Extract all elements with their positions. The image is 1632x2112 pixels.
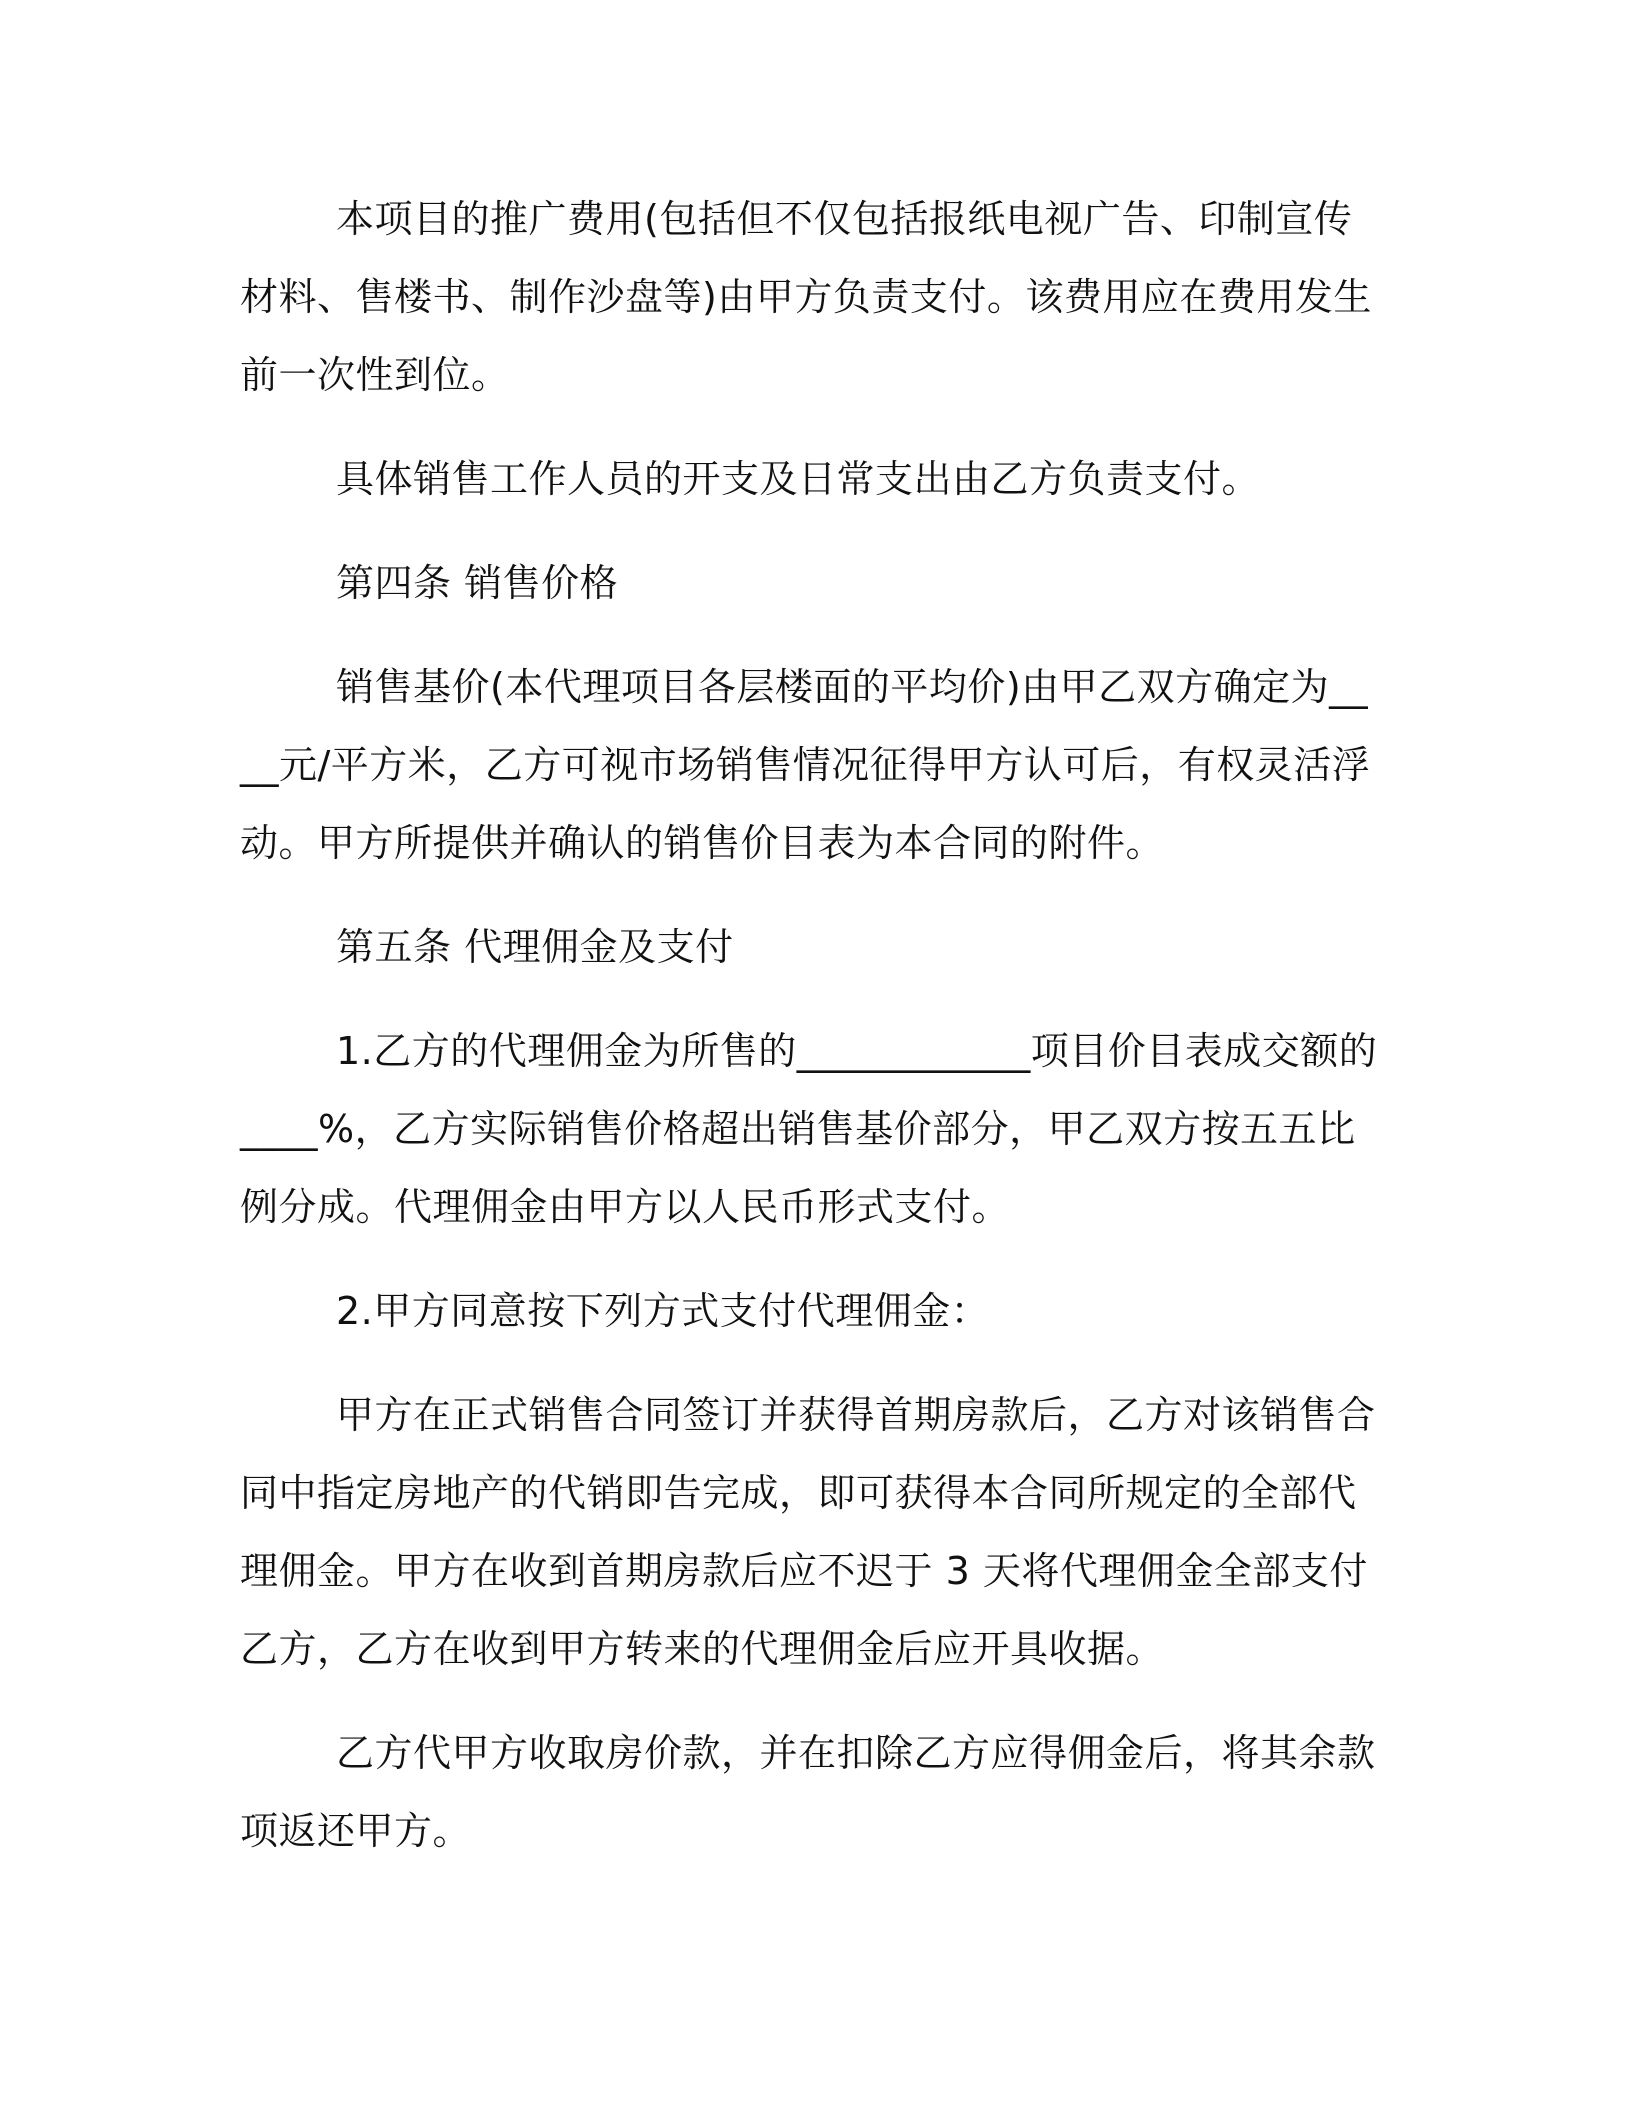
article-five-heading: 第五条 代理佣金及支付 bbox=[336, 925, 734, 969]
paragraph-promotion-costs: 本项目的推广费用(包括但不仅包括报纸电视广告、印制宣传材料、售楼书、制作沙盘等)由甲方负责支付。该费用应在费用发生前一次性到位。 bbox=[240, 197, 1372, 397]
document-body bbox=[240, 180, 1380, 1896]
article-four-heading: 第四条 销售价格 bbox=[336, 561, 619, 605]
paragraph-payment-method: 2.甲方同意按下列方式支付代理佣金： bbox=[336, 1289, 990, 1333]
paragraph-commission-rate: 1.乙方的代理佣金为所售的____________项目价目表成交额的____%，乙方实际销售价格超出销售基价部分，甲乙双方按五五比例分成。代理佣金由甲方以人民币形式支付。 bbox=[240, 1029, 1378, 1229]
paragraph-remittance: 乙方代甲方收取房价款，并在扣除乙方应得佣金后，将其余款项返还甲方。 bbox=[240, 1731, 1376, 1853]
paragraph-base-price: 销售基价(本代理项目各层楼面的平均价)由甲乙双方确定为____元/平方米，乙方可视市场销售情况征得甲方认可后，有权灵活浮动。甲方所提供并确认的销售价目表为本合同的附件。 bbox=[240, 665, 1371, 865]
paragraph-payment-terms: 甲方在正式销售合同签订并获得首期房款后，乙方对该销售合同中指定房地产的代销即告完成，即可获得本合同所规定的全部代理佣金。甲方在收到首期房款后应不迟于 3 天将代理佣金全部支付乙方，乙方在收到甲方转来的代理佣金后应开具收据。 bbox=[240, 1393, 1376, 1671]
paragraph-staff-costs: 具体销售工作人员的开支及日常支出由乙方负责支付。 bbox=[336, 457, 1261, 501]
